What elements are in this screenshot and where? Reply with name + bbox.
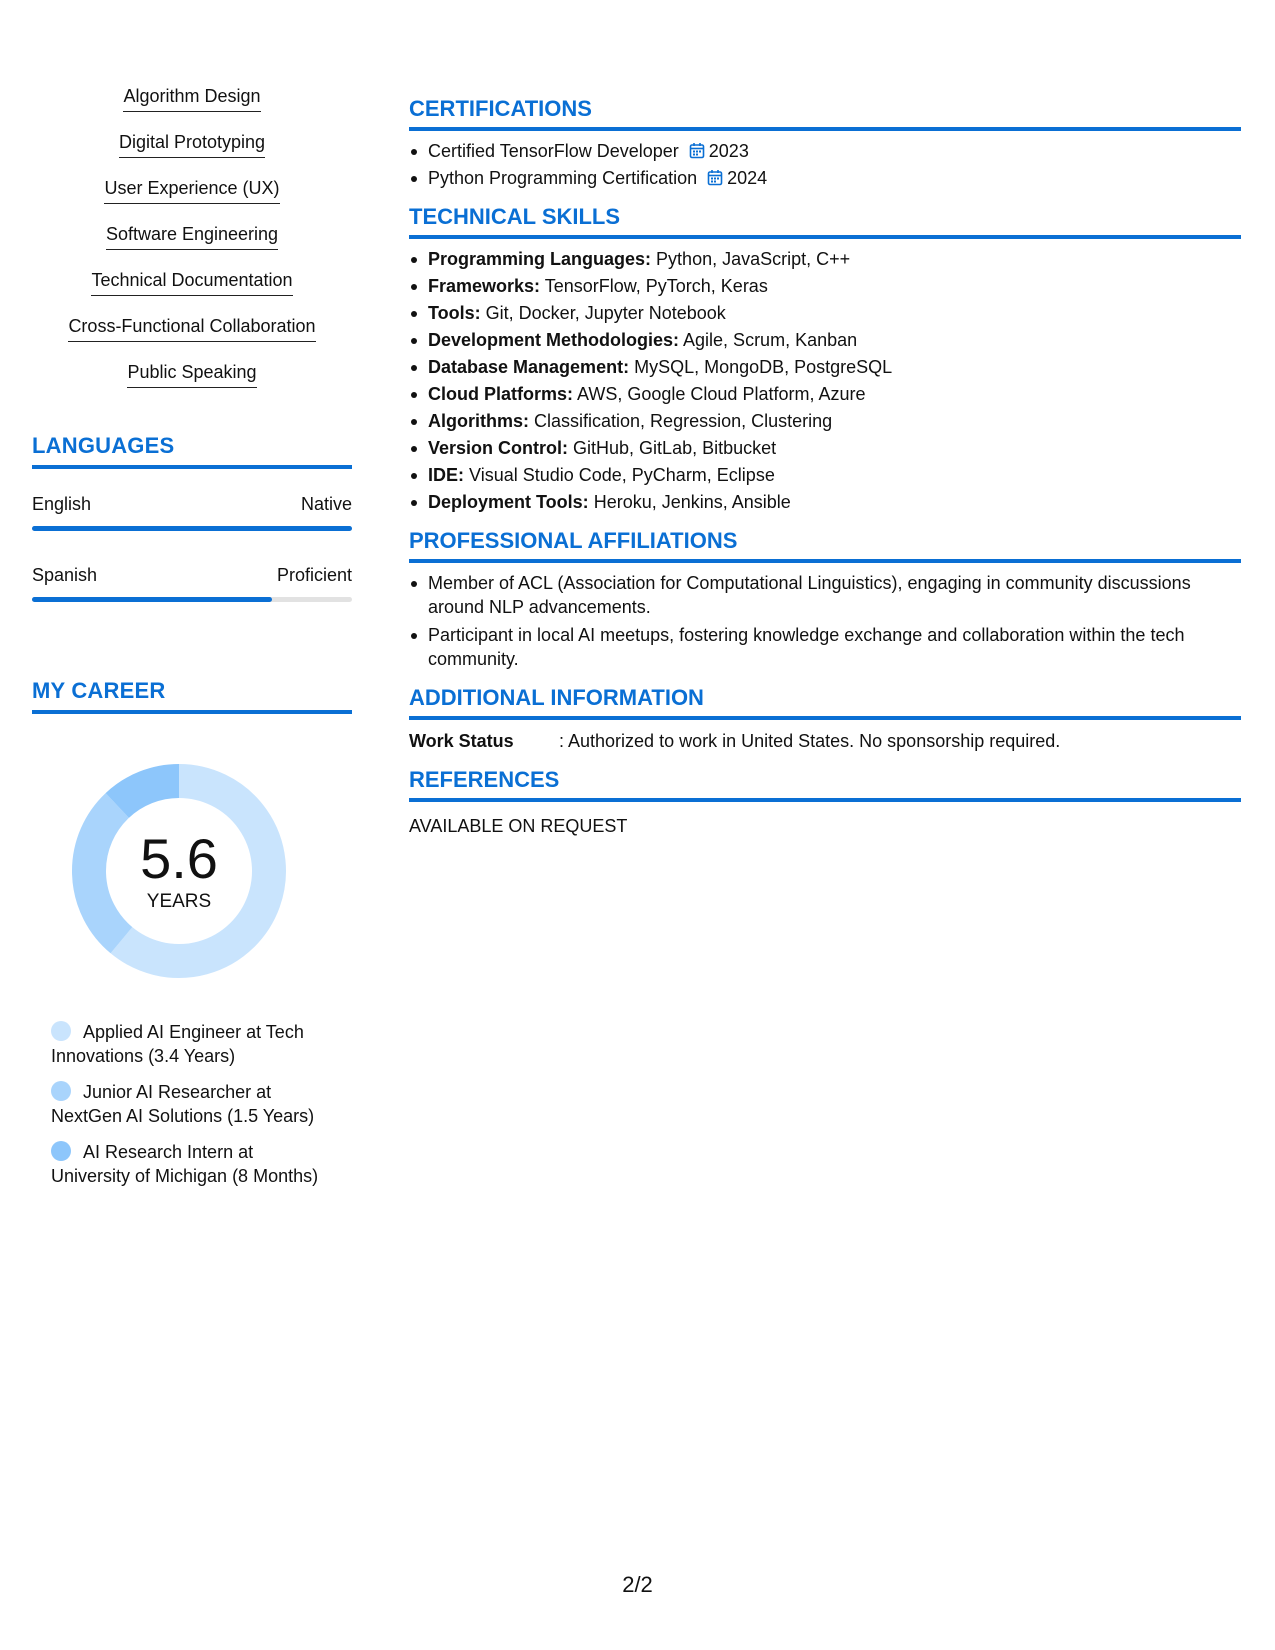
skill-tag: Software Engineering (106, 222, 278, 250)
languages-heading: LANGUAGES (32, 433, 352, 469)
skill-values: TensorFlow, PyTorch, Keras (544, 276, 768, 296)
certification-name: Python Programming Certification (428, 168, 698, 188)
technical-skill-item (409, 301, 1241, 325)
language-proficiency-fill (32, 597, 272, 602)
technical-skills-heading: TECHNICAL SKILLS (409, 204, 1241, 239)
legend-dot-icon (51, 1021, 71, 1041)
references-heading: REFERENCES (409, 767, 1241, 802)
language-row (32, 564, 352, 586)
career-legend-item (51, 1020, 332, 1068)
skill-category: Frameworks: (428, 276, 541, 296)
career-legend-item (51, 1080, 332, 1128)
career-donut-chart (66, 758, 292, 984)
skill-tag: Technical Documentation (91, 268, 292, 296)
technical-skill-item (409, 436, 1241, 460)
skill-values: GitHub, GitLab, Bitbucket (573, 438, 777, 458)
technical-skill-item (409, 382, 1241, 406)
skill-tag: Algorithm Design (123, 84, 260, 112)
skill-values: Heroku, Jenkins, Ansible (593, 492, 791, 512)
certifications-heading: CERTIFICATIONS (409, 96, 1241, 131)
skill-category: Version Control: (428, 438, 569, 458)
skill-values: Agile, Scrum, Kanban (683, 330, 858, 350)
skill-values: Git, Docker, Jupyter Notebook (485, 303, 726, 323)
skill-values: MySQL, MongoDB, PostgreSQL (634, 357, 893, 377)
language-proficiency-fill (32, 526, 352, 531)
language-name: English (32, 494, 92, 514)
technical-skill-item (409, 490, 1241, 514)
legend-dot-icon (51, 1141, 71, 1161)
skill-values: Visual Studio Code, PyCharm, Eclipse (469, 465, 775, 485)
skill-values: AWS, Google Cloud Platform, Azure (577, 384, 866, 404)
skill-category: Cloud Platforms: (428, 384, 574, 404)
certification-year: 2023 (708, 141, 749, 161)
affiliation-item: Participant in local AI meetups, fostering knowledge exchange and collaboration within the tech community. (409, 623, 1241, 671)
certification-item (409, 166, 1241, 190)
technical-skill-item (409, 274, 1241, 298)
certification-year: 2024 (727, 168, 768, 188)
work-status-label: Work Status (409, 731, 514, 751)
language-row (32, 493, 352, 515)
donut-center (66, 758, 292, 984)
page-number: 2/2 (622, 1572, 653, 1597)
skill-tag: Public Speaking (127, 360, 256, 388)
career-legend-label: AI Research Intern at University of Michigan (8 Months) (51, 1142, 319, 1186)
career-total-years: 5.6 (140, 827, 218, 890)
certifications-list (409, 139, 1241, 190)
skill-category: Programming Languages: (428, 249, 652, 269)
work-status-row (409, 729, 1241, 753)
language-level: Proficient (276, 565, 352, 585)
skill-tag: User Experience (UX) (104, 176, 279, 204)
skill-category: Tools: (428, 303, 481, 323)
certification-name: Certified TensorFlow Developer (428, 141, 679, 161)
skill-list (32, 84, 352, 406)
calendar-icon (689, 142, 705, 159)
career-heading: MY CAREER (32, 678, 352, 714)
career-total-unit: YEARS (146, 891, 212, 912)
career-legend-label: Junior AI Researcher at NextGen AI Solutions (1.5 Years) (51, 1082, 315, 1126)
work-status-value: : Authorized to work in United States. No sponsorship required. (559, 731, 1061, 751)
affiliations-heading: PROFESSIONAL AFFILIATIONS (409, 528, 1241, 563)
skill-category: IDE: (428, 465, 464, 485)
technical-skill-item (409, 409, 1241, 433)
skill-values: Python, JavaScript, C++ (656, 249, 851, 269)
skill-category: Deployment Tools: (428, 492, 589, 512)
left-column (32, 84, 352, 1200)
skill-tag: Cross-Functional Collaboration (68, 314, 315, 342)
technical-skill-item (409, 247, 1241, 271)
references-text: AVAILABLE ON REQUEST (409, 816, 628, 836)
language-proficiency-bar (32, 526, 352, 531)
career-legend-item (51, 1140, 332, 1188)
legend-dot-icon (51, 1081, 71, 1101)
affiliations-list (409, 571, 1241, 671)
technical-skill-item (409, 463, 1241, 487)
certification-item (409, 139, 1241, 163)
career-legend-label: Applied AI Engineer at Tech Innovations (3.4 Years) (51, 1022, 304, 1066)
career-legend (32, 1020, 332, 1188)
skill-category: Algorithms: (428, 411, 529, 431)
technical-skill-item (409, 328, 1241, 352)
language-proficiency-bar (32, 597, 352, 602)
calendar-icon (707, 169, 723, 186)
skill-category: Database Management: (428, 357, 630, 377)
technical-skill-item (409, 355, 1241, 379)
affiliation-item: Member of ACL (Association for Computational Linguistics), engaging in community discussions around NLP advancements. (409, 571, 1241, 619)
technical-skills-list (409, 247, 1241, 514)
language-name: Spanish (32, 565, 98, 585)
right-column (409, 96, 1241, 838)
additional-info-heading: ADDITIONAL INFORMATION (409, 685, 1241, 720)
skill-category: Development Methodologies: (428, 330, 680, 350)
skill-values: Classification, Regression, Clustering (534, 411, 833, 431)
skill-tag: Digital Prototyping (119, 130, 265, 158)
language-level: Native (300, 494, 352, 514)
